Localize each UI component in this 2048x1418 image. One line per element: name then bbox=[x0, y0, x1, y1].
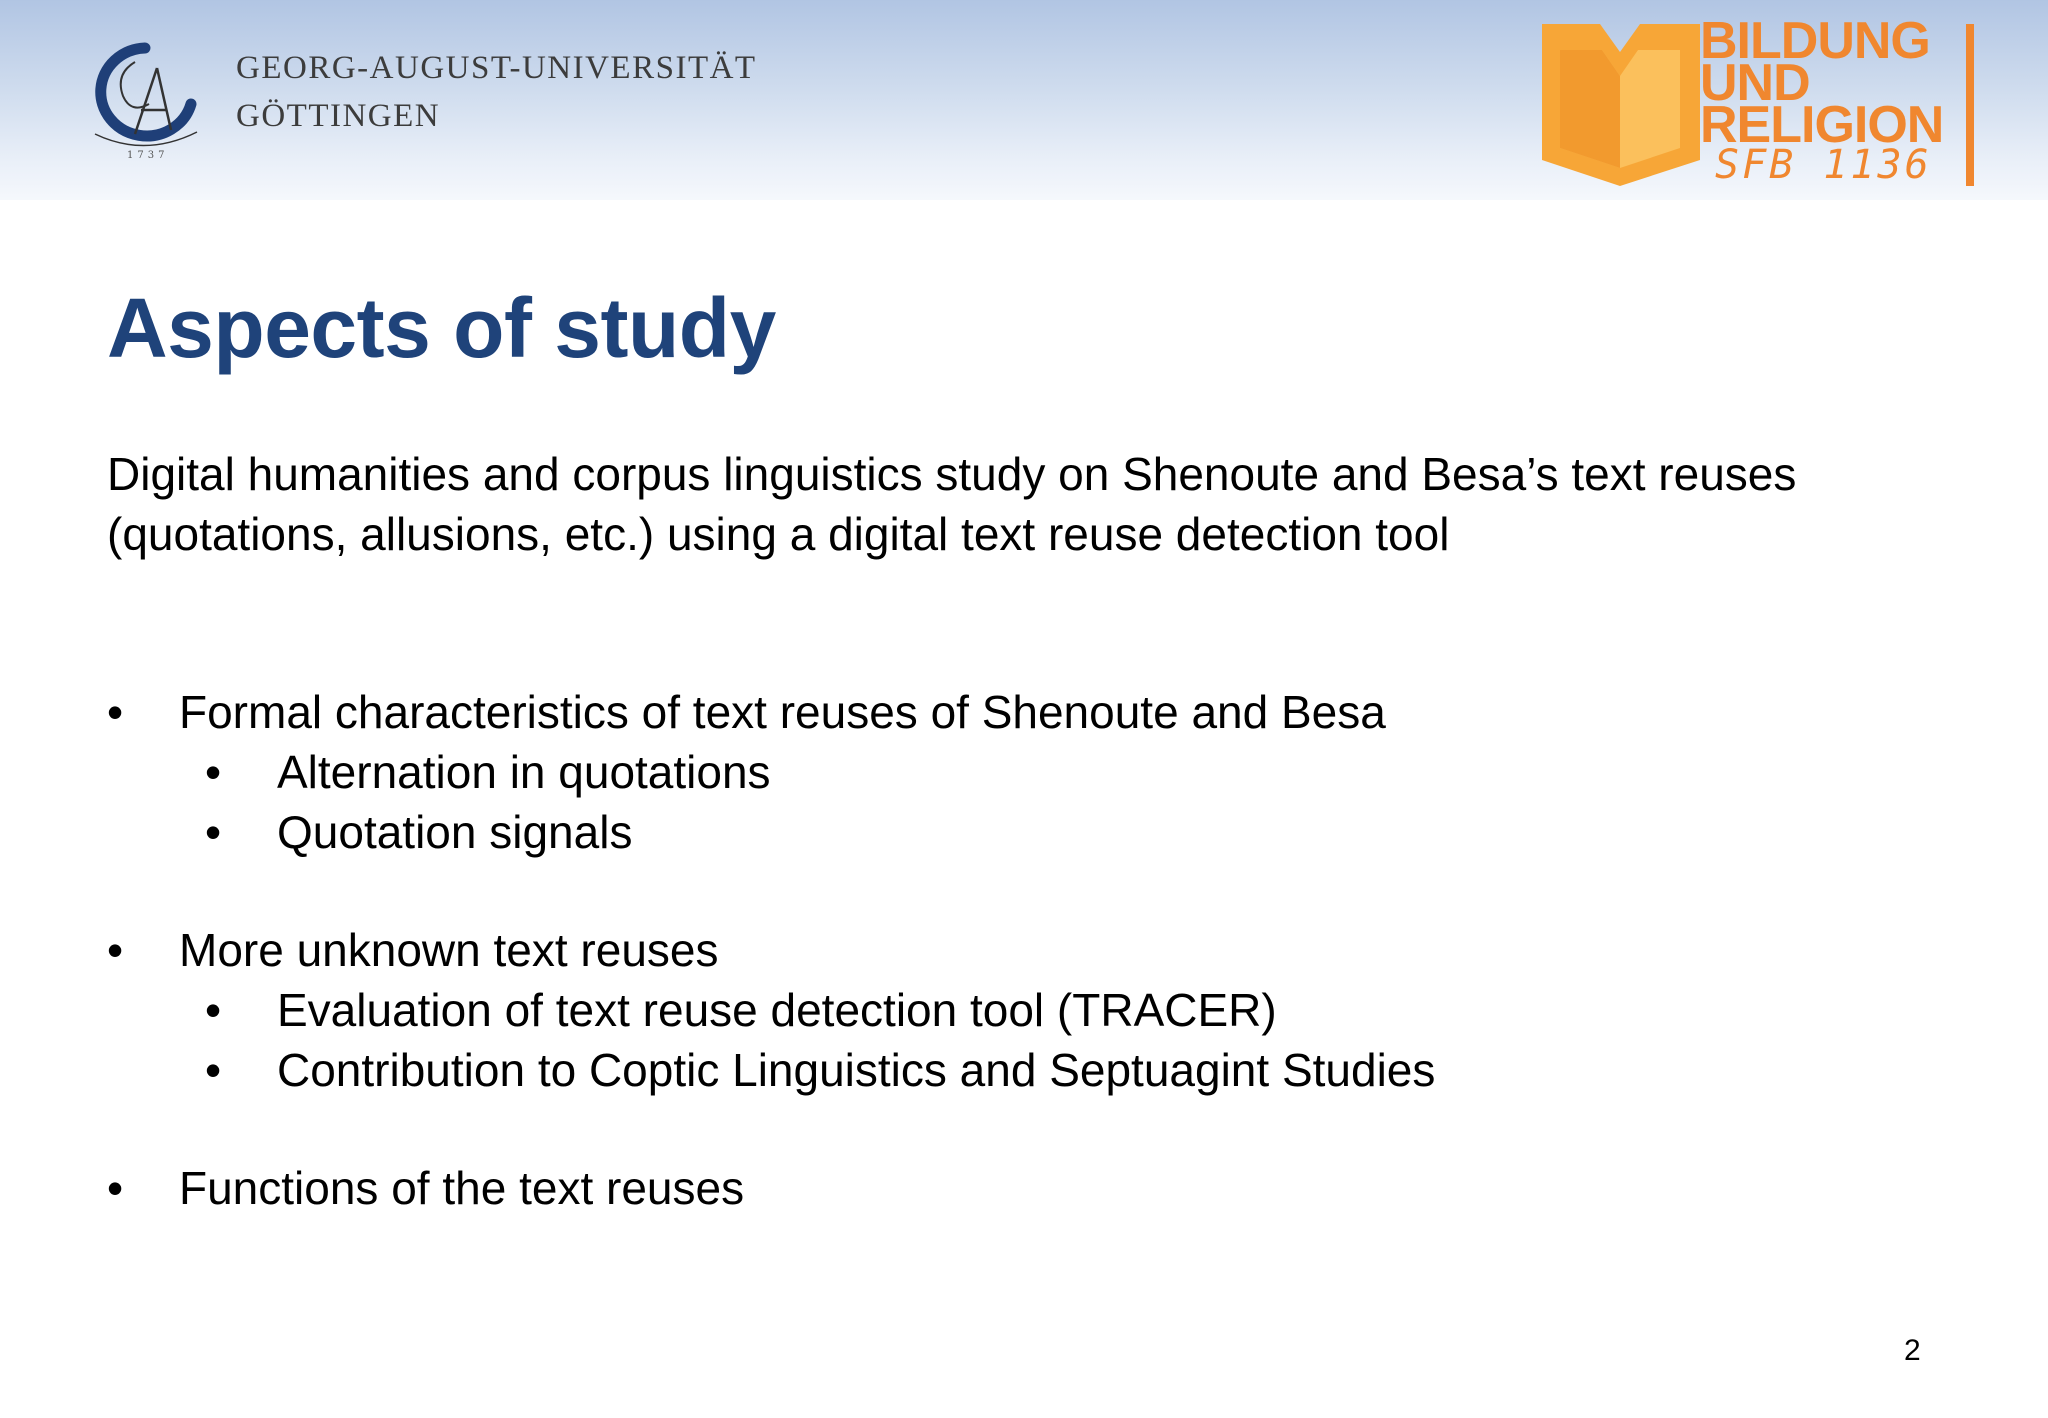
sub-bullet-item bbox=[107, 1040, 2007, 1100]
bullet-text: More unknown text reuses bbox=[179, 924, 719, 976]
university-name-line2: GÖTTINGEN bbox=[236, 98, 441, 134]
svg-text:1737: 1737 bbox=[127, 150, 169, 161]
project-name-line3: RELIGION bbox=[1700, 96, 1944, 154]
bullet-text: Functions of the text reuses bbox=[179, 1162, 745, 1214]
university-seal-icon bbox=[75, 34, 215, 164]
sub-bullet-text: Evaluation of text reuse detection tool (TRACER) bbox=[277, 984, 1277, 1036]
bullet-marker: • bbox=[205, 984, 222, 1036]
bullet-marker: • bbox=[107, 1162, 124, 1214]
spacer bbox=[107, 1100, 2007, 1158]
intro-line1: Digital humanities and corpus linguistics study on Shenoute and Besa’s text reuses bbox=[107, 448, 1797, 500]
sub-bullet-item bbox=[107, 980, 2007, 1040]
project-divider bbox=[1966, 24, 1974, 186]
spacer bbox=[107, 862, 2007, 920]
sub-bullet-text: Alternation in quotations bbox=[277, 746, 771, 798]
sub-bullet-item bbox=[107, 742, 2007, 802]
bullet-item bbox=[107, 920, 2007, 980]
bullet-item bbox=[107, 682, 2007, 742]
bullet-text: Formal characteristics of text reuses of Shenoute and Besa bbox=[179, 686, 1386, 738]
bullet-marker: • bbox=[205, 746, 222, 798]
project-name-line1: BILDUNG bbox=[1700, 12, 1930, 70]
bullet-marker: • bbox=[205, 1044, 222, 1096]
sub-bullet-text: Quotation signals bbox=[277, 806, 633, 858]
project-name-line2: UND bbox=[1700, 54, 1810, 112]
intro-paragraph bbox=[107, 444, 2007, 564]
university-name-line1: GEORG-AUGUST-UNIVERSITÄT bbox=[236, 50, 757, 86]
sub-bullet-text: Contribution to Coptic Linguistics and Septuagint Studies bbox=[277, 1044, 1436, 1096]
sub-bullet-item bbox=[107, 802, 2007, 862]
university-name bbox=[236, 44, 757, 140]
bullet-marker: • bbox=[205, 806, 222, 858]
project-subtitle: SFB 1136 bbox=[1715, 142, 1932, 188]
page-number: 2 bbox=[1904, 1334, 1921, 1367]
intro-line2: (quotations, allusions, etc.) using a digital text reuse detection tool bbox=[107, 508, 1450, 560]
bullet-marker: • bbox=[107, 686, 124, 738]
bullet-item bbox=[107, 1158, 2007, 1218]
bullet-list bbox=[107, 682, 2007, 1218]
bullet-marker: • bbox=[107, 924, 124, 976]
project-name bbox=[1700, 12, 1970, 154]
slide-title: Aspects of study bbox=[107, 281, 776, 375]
